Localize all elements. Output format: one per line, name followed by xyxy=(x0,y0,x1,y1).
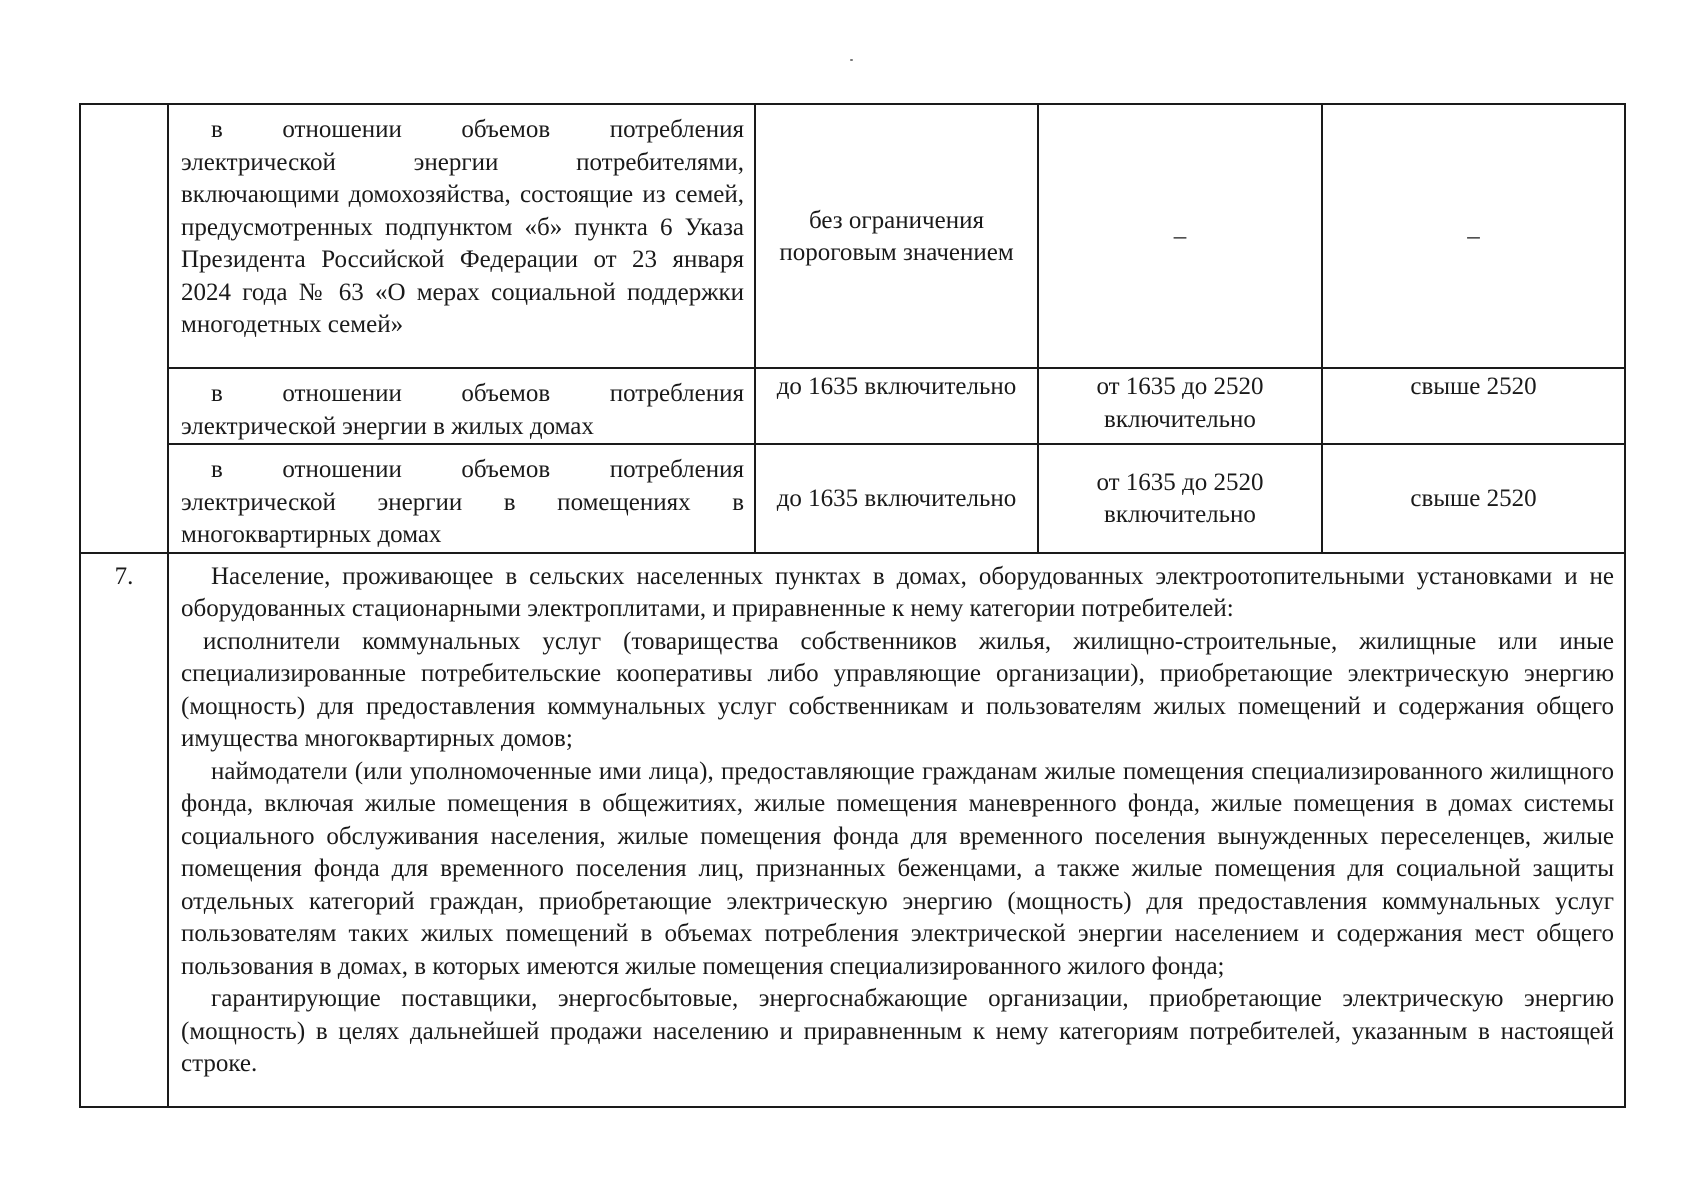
range-1-cell: до 1635 включительно xyxy=(755,444,1038,553)
section-7-paragraph: гарантирующие поставщики, энергосбытовые, энергоснабжающие организации, приобретающие электрическую энергию (мощность) в целях дальнейшей продажи населению и приравненным к нему категориям потребителей, указанным в настоящей строке. xyxy=(181,985,1614,1077)
tariff-table xyxy=(79,103,1626,1108)
range-2-cell: от 1635 до 2520 включительно xyxy=(1038,444,1322,553)
consumer-category-cell: в отношении объемов потребления электрической энергии в помещениях в многоквартирных домах xyxy=(168,444,755,553)
section-7-text-cell xyxy=(168,553,1625,1108)
section-7-paragraph: наймодатели (или уполномоченные ими лица), предоставляющие гражданам жилые помещения специализированного жилищного фонда, включая жилые помещения в общежитиях, жилые помещения маневренного фонда, жилые помещения в домах системы социального обслуживания населения, жилые помещения фонда для временного поселения вынужденных переселенцев, жилые помещения фонда для временного поселения лиц, признанных беженцами, а также жилые помещения для социальной защиты отдельных категорий граждан, приобретающие электрическую энергию (мощность) для предоставления коммунальных услуг пользователям таких жилых помещений в объемах потребления электрической энергии населением и содержания мест общего пользования в домах, в которых имеются жилые помещения специализированного жилого фонда; xyxy=(181,757,1614,980)
range-3-cell: свыше 2520 xyxy=(1322,444,1625,553)
range-3-cell: свыше 2520 xyxy=(1322,368,1625,444)
table-row xyxy=(80,444,1625,553)
range-2-cell: от 1635 до 2520 включительно xyxy=(1038,368,1322,444)
range-2-cell: – xyxy=(1038,104,1322,368)
section-7-paragraph: исполнители коммунальных услуг (товарищества собственников жилья, жилищно-строительные, жилищные или иные специализированные потребительские кооперативы либо управляющие организации), приобретающие электрическую энергию (мощность) для предоставления коммунальных услуг собственникам и пользователям жилых помещений и содержания общего имущества многоквартирных домов; xyxy=(181,627,1614,752)
table-row-section-7 xyxy=(80,553,1625,1108)
table-row xyxy=(80,368,1625,444)
range-1-cell: без ограничения пороговым значением xyxy=(755,104,1038,368)
table-row xyxy=(80,104,1625,368)
row-number-cell: 7. xyxy=(80,553,168,1108)
tariff-table-container xyxy=(79,103,1624,1108)
consumer-category-cell: в отношении объемов потребления электрической энергии в жилых домах xyxy=(168,368,755,444)
scan-artifact-dot xyxy=(850,59,853,61)
row-number-cell xyxy=(80,104,168,553)
range-1-cell: до 1635 включительно xyxy=(755,368,1038,444)
section-7-paragraph: Население, проживающее в сельских населенных пунктах в домах, оборудованных электроотопительными установками и не оборудованных стационарными электроплитами, и приравненные к нему категории потребителей: xyxy=(181,562,1614,622)
range-3-cell: – xyxy=(1322,104,1625,368)
consumer-category-cell: в отношении объемов потребления электрической энергии потребителями, включающими домохозяйства, состоящие из семей, предусмотренных подпунктом «б» пункта 6 Указа Президента Российской Федерации от 23 января 2024 года № 63 «О мерах социальной поддержки многодетных семей» xyxy=(168,104,755,368)
